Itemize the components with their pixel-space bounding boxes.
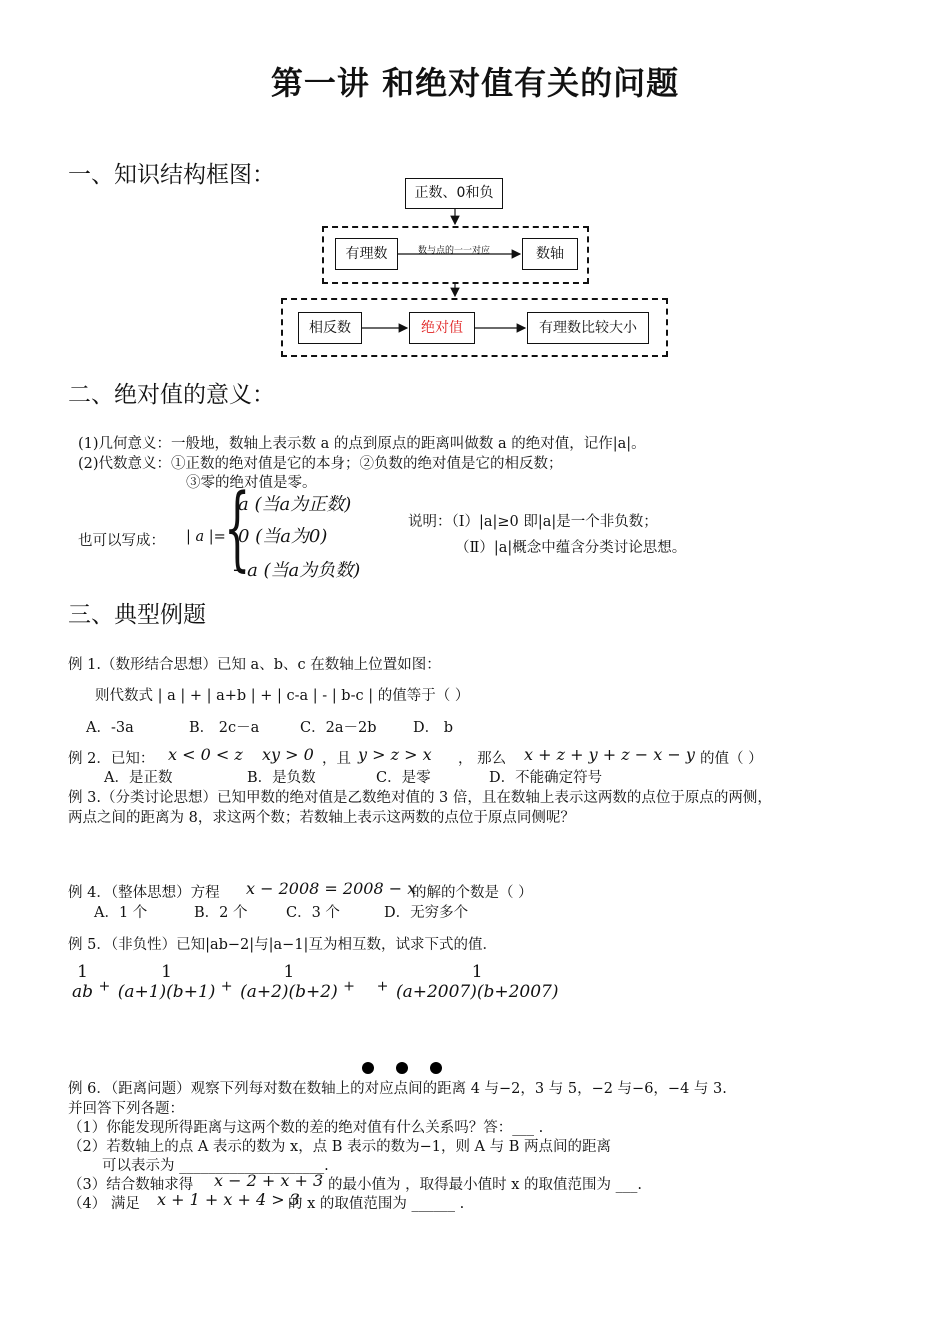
ex6-line-2: 并回答下列各题： [68, 1101, 184, 1117]
ex5-num-2: 1 [161, 962, 172, 982]
ex2-cond-3: y > z > x [358, 745, 432, 764]
ex6-question-2b: 可以表示为 ____________________. [102, 1158, 329, 1174]
ex6-question-4-tail: 的 x 的取值范围为 ______ . [288, 1196, 465, 1212]
ex2-option-d: D．不能确定符号 [489, 770, 603, 786]
ex5-term-1 [72, 962, 93, 1002]
alt-form-label: 也可以写成： [78, 533, 165, 549]
ex4-option-a: A．1 个 [94, 905, 148, 921]
ex5-num-3: 1 [283, 962, 295, 982]
box-compare: 有理数比较大小 [527, 312, 649, 344]
section1-heading: 一、知识结构框图： [68, 162, 275, 188]
ex1-option-a: A．-3a [86, 720, 134, 736]
ex5-term-3 [240, 962, 338, 1002]
ex4-option-d: D．无穷多个 [384, 905, 469, 921]
ex5-num-4: 1 [471, 962, 483, 982]
ex6-line-1: 例 6．（距离问题）观察下列每对数在数轴上的对应点间的距离 4 与−2，3 与 5，−2 与−6，−4 与 3. [68, 1081, 727, 1097]
ex2-tail: 的值（ ） [700, 751, 763, 767]
ex5-den-1: ab [72, 982, 94, 1002]
left-brace: { [224, 474, 251, 581]
ex5-den-4: (a+2007)(b+2007) [395, 982, 559, 1002]
ex2-expression: x + z + y + z − x − y [524, 745, 695, 764]
ex2-prefix: 例 2．已知： [68, 751, 155, 767]
case-negative: −a (当a为负数) [232, 560, 361, 581]
ex6-question-4-expr: x + 1 + x + 4 > 3 [157, 1190, 300, 1209]
box-numbers: 正数、0和负 [405, 178, 503, 209]
ex2-cond-2: xy > 0 [262, 745, 314, 764]
note-1: 说明：（Ⅰ）|a|≥0 即|a|是一个非负数； [408, 514, 658, 530]
algebraic-meaning: (2)代数意义：①正数的绝对值是它的本身；②负数的绝对值是它的相反数； [78, 456, 563, 472]
ex5-num-1: 1 [77, 962, 88, 982]
ex2-mid: ，且 [322, 751, 351, 767]
ex3-line-1: 例 3.（分类讨论思想）已知甲数的绝对值是乙数绝对值的 3 倍，且在数轴上表示这两数的点位于原点的两侧， [68, 790, 772, 806]
section2-heading: 二、绝对值的意义： [68, 382, 275, 408]
box-opposite: 相反数 [298, 312, 362, 344]
ex4-equation: x − 2008 = 2008 − x [246, 879, 417, 898]
zero-meaning: ③零的绝对值是零。 [186, 475, 317, 491]
ex1-option-c: C．2a－2b [300, 720, 377, 736]
ex5-series: 1 ab + 1 (a+1)(b+1) + 1 (a+2)(b+2) + + 1 (a+2007)(b+2007) [72, 962, 559, 1002]
ex6-question-4-prefix: （4） 满足 [68, 1196, 140, 1212]
ex5-question: 例 5．（非负性）已知|ab−2|与|a−1|互为相互数，试求下式的值． [68, 937, 497, 953]
ex1-expression: 则代数式 | a | + | a+b | + | c-a | - | b-c | 的值等于（ ） [95, 688, 470, 704]
ex3-line-2: 两点之间的距离为 8，求这两个数；若数轴上表示这两数的点位于原点同侧呢？ [68, 810, 575, 826]
ex2-option-b: B．是负数 [247, 770, 316, 786]
box-rational: 有理数 [335, 238, 398, 270]
box-number-axis: 数轴 [522, 238, 578, 270]
note-2: （Ⅱ）|a|概念中蕴含分类讨论思想。 [455, 540, 687, 556]
ellipsis-dots [362, 1059, 464, 1078]
ex6-question-1: （1）你能发现所得距离与这两个数的差的绝对值有什么关系吗？答：___ . [68, 1120, 544, 1136]
ex4-prefix: 例 4．（整体思想）方程 [68, 885, 220, 901]
abs-lhs: | a |= [186, 529, 226, 545]
ex4-tail: 的解的个数是（ ） [412, 885, 533, 901]
ex2-option-c: C．是零 [376, 770, 431, 786]
ex4-option-c: C．3 个 [286, 905, 340, 921]
ex6-question-2: （2）若数轴上的点 A 表示的数为 x，点 B 表示的数为−1，则 A 与 B 两点间的距离 [68, 1139, 612, 1155]
ex1-question: 例 1.（数形结合思想）已知 a、b、c 在数轴上位置如图： [68, 657, 441, 673]
case-positive: a (当a为正数) [238, 494, 352, 515]
box-absolute-value: 绝对值 [409, 312, 475, 344]
ex1-option-d: D． b [413, 720, 454, 736]
ex2-cond-1: x < 0 < z [168, 745, 243, 764]
ex6-question-3-prefix: （3）结合数轴求得 [68, 1177, 194, 1193]
ex2-mid-2: ， 那么 [458, 751, 507, 767]
ex6-question-3-tail: 的最小值为 ，取得最小值时 x 的取值范围为 ___. [328, 1177, 642, 1193]
ex6-question-3-expr: x − 2 + x + 3 [214, 1171, 324, 1190]
ex2-option-a: A．是正数 [104, 770, 173, 786]
ex5-term-4 [396, 962, 559, 1002]
ex4-option-b: B．2 个 [194, 905, 248, 921]
section3-heading: 三、典型例题 [68, 602, 206, 628]
arrow-label: 数与点的一一对应 [418, 246, 491, 256]
geometric-meaning: (1)几何意义：一般地，数轴上表示数 a 的点到原点的距离叫做数 a 的绝对值，记作|a|。 [78, 436, 646, 452]
ex5-term-2 [118, 962, 216, 1002]
ex1-option-b: B． 2c－a [189, 720, 260, 736]
page-title: 第一讲 和绝对值有关的问题 [270, 64, 680, 102]
case-zero: 0 (当a为0) [238, 526, 328, 547]
ex5-den-2: (a+1)(b+1) [117, 982, 216, 1002]
diagram-arrows [0, 0, 950, 380]
ex5-den-3: (a+2)(b+2) [240, 982, 338, 1002]
